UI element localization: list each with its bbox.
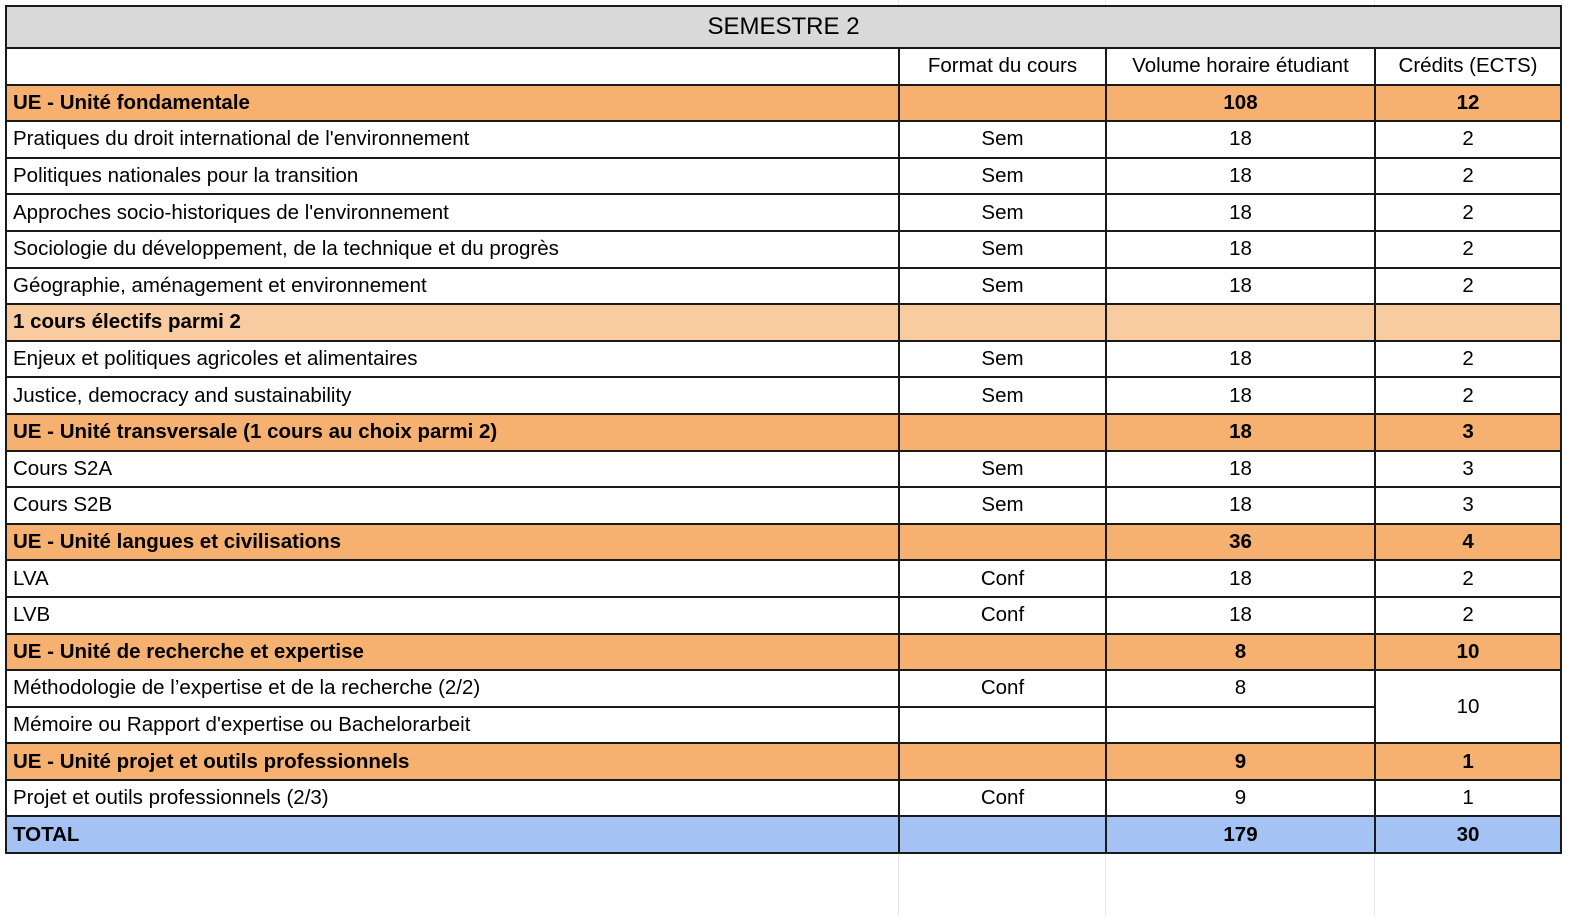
format-cell[interactable] [899, 743, 1106, 780]
label-cell[interactable]: Pratiques du droit international de l'environnement [6, 121, 899, 158]
label-cell[interactable]: UE - Unité transversale (1 cours au choix parmi 2) [6, 414, 899, 451]
volume-cell[interactable]: 108 [1106, 85, 1375, 122]
format-cell[interactable]: Conf [899, 597, 1106, 634]
credits-cell[interactable]: 1 [1375, 780, 1561, 817]
credits-cell[interactable]: 2 [1375, 341, 1561, 378]
total-row [6, 816, 1561, 853]
course-row [6, 268, 1561, 305]
course-row [6, 780, 1561, 817]
volume-cell[interactable]: 18 [1106, 268, 1375, 305]
credits-cell[interactable]: 2 [1375, 377, 1561, 414]
credits-cell[interactable]: 2 [1375, 158, 1561, 195]
course-row [6, 487, 1561, 524]
format-cell[interactable] [899, 414, 1106, 451]
label-cell[interactable]: Cours S2A [6, 451, 899, 488]
course-row [6, 707, 1561, 744]
label-cell[interactable]: Géographie, aménagement et environnement [6, 268, 899, 305]
volume-cell[interactable]: 18 [1106, 597, 1375, 634]
volume-cell[interactable]: 8 [1106, 670, 1375, 707]
volume-cell[interactable] [1106, 304, 1375, 341]
semester-table [5, 5, 1562, 854]
volume-cell[interactable]: 18 [1106, 121, 1375, 158]
course-row [6, 121, 1561, 158]
ue-row [6, 85, 1561, 122]
volume-cell[interactable]: 18 [1106, 377, 1375, 414]
volume-cell[interactable]: 18 [1106, 231, 1375, 268]
label-cell[interactable]: Mémoire ou Rapport d'expertise ou Bachelorarbeit [6, 707, 899, 744]
volume-cell[interactable]: 9 [1106, 743, 1375, 780]
ue-row [6, 414, 1561, 451]
credits-cell[interactable]: 10 [1375, 670, 1561, 743]
format-cell[interactable]: Sem [899, 231, 1106, 268]
label-cell[interactable]: UE - Unité fondamentale [6, 85, 899, 122]
volume-cell[interactable]: 18 [1106, 414, 1375, 451]
title-row [6, 6, 1561, 48]
format-cell[interactable]: Sem [899, 121, 1106, 158]
credits-cell[interactable]: 2 [1375, 231, 1561, 268]
format-cell[interactable]: Sem [899, 487, 1106, 524]
course-row [6, 158, 1561, 195]
credits-cell[interactable]: 2 [1375, 194, 1561, 231]
label-cell[interactable]: Approches socio-historiques de l'environnement [6, 194, 899, 231]
header-cell-volume[interactable]: Volume horaire étudiant [1106, 48, 1375, 85]
format-cell[interactable]: Sem [899, 341, 1106, 378]
course-row [6, 560, 1561, 597]
header-row [6, 48, 1561, 85]
label-cell[interactable]: UE - Unité projet et outils professionnels [6, 743, 899, 780]
format-cell[interactable] [899, 707, 1106, 744]
course-row [6, 377, 1561, 414]
course-row [6, 451, 1561, 488]
volume-cell[interactable]: 18 [1106, 560, 1375, 597]
header-cell-credits[interactable]: Crédits (ECTS) [1375, 48, 1561, 85]
credits-cell[interactable]: 3 [1375, 414, 1561, 451]
label-cell[interactable]: Justice, democracy and sustainability [6, 377, 899, 414]
credits-cell[interactable]: 2 [1375, 597, 1561, 634]
label-cell[interactable]: LVA [6, 560, 899, 597]
volume-cell[interactable]: 18 [1106, 487, 1375, 524]
course-row [6, 194, 1561, 231]
credits-cell[interactable]: 2 [1375, 560, 1561, 597]
volume-cell[interactable]: 179 [1106, 816, 1375, 853]
volume-cell[interactable]: 9 [1106, 780, 1375, 817]
volume-cell[interactable]: 18 [1106, 194, 1375, 231]
format-cell[interactable] [899, 304, 1106, 341]
credits-cell[interactable]: 2 [1375, 268, 1561, 305]
elective-row [6, 304, 1561, 341]
header-cell-label[interactable] [6, 48, 899, 85]
format-cell[interactable]: Sem [899, 158, 1106, 195]
label-cell[interactable]: TOTAL [6, 816, 899, 853]
credits-cell[interactable]: 12 [1375, 85, 1561, 122]
ue-row [6, 634, 1561, 671]
format-cell[interactable]: Conf [899, 560, 1106, 597]
format-cell[interactable]: Sem [899, 268, 1106, 305]
volume-cell[interactable]: 18 [1106, 341, 1375, 378]
label-cell[interactable]: Cours S2B [6, 487, 899, 524]
volume-cell[interactable]: 18 [1106, 451, 1375, 488]
credits-cell[interactable]: 2 [1375, 121, 1561, 158]
label-cell[interactable]: 1 cours électifs parmi 2 [6, 304, 899, 341]
format-cell[interactable] [899, 816, 1106, 853]
format-cell[interactable]: Sem [899, 377, 1106, 414]
volume-cell[interactable]: 8 [1106, 634, 1375, 671]
label-cell[interactable]: Projet et outils professionnels (2/3) [6, 780, 899, 817]
header-cell-format[interactable]: Format du cours [899, 48, 1106, 85]
credits-cell[interactable]: 10 [1375, 634, 1561, 671]
credits-cell[interactable]: 3 [1375, 487, 1561, 524]
format-cell[interactable] [899, 524, 1106, 561]
label-cell[interactable]: UE - Unité langues et civilisations [6, 524, 899, 561]
label-cell[interactable]: Enjeux et politiques agricoles et alimentaires [6, 341, 899, 378]
format-cell[interactable]: Sem [899, 451, 1106, 488]
course-row [6, 341, 1561, 378]
ue-row [6, 743, 1561, 780]
format-cell[interactable]: Sem [899, 194, 1106, 231]
credits-cell[interactable]: 1 [1375, 743, 1561, 780]
course-row [6, 231, 1561, 268]
label-cell[interactable]: Sociologie du développement, de la technique et du progrès [6, 231, 899, 268]
volume-cell[interactable] [1106, 707, 1375, 744]
credits-cell[interactable] [1375, 304, 1561, 341]
format-cell[interactable]: Conf [899, 780, 1106, 817]
format-cell[interactable]: Conf [899, 670, 1106, 707]
label-cell[interactable]: UE - Unité de recherche et expertise [6, 634, 899, 671]
course-row [6, 597, 1561, 634]
credits-cell[interactable]: 30 [1375, 816, 1561, 853]
course-row [6, 670, 1561, 707]
credits-cell[interactable]: 4 [1375, 524, 1561, 561]
label-cell[interactable]: LVB [6, 597, 899, 634]
format-cell[interactable] [899, 634, 1106, 671]
volume-cell[interactable]: 18 [1106, 158, 1375, 195]
ue-row [6, 524, 1561, 561]
label-cell[interactable]: Politiques nationales pour la transition [6, 158, 899, 195]
format-cell[interactable] [899, 85, 1106, 122]
volume-cell[interactable]: 36 [1106, 524, 1375, 561]
semester-title[interactable]: SEMESTRE 2 [6, 6, 1561, 48]
label-cell[interactable]: Méthodologie de l’expertise et de la recherche (2/2) [6, 670, 899, 707]
credits-cell[interactable]: 3 [1375, 451, 1561, 488]
